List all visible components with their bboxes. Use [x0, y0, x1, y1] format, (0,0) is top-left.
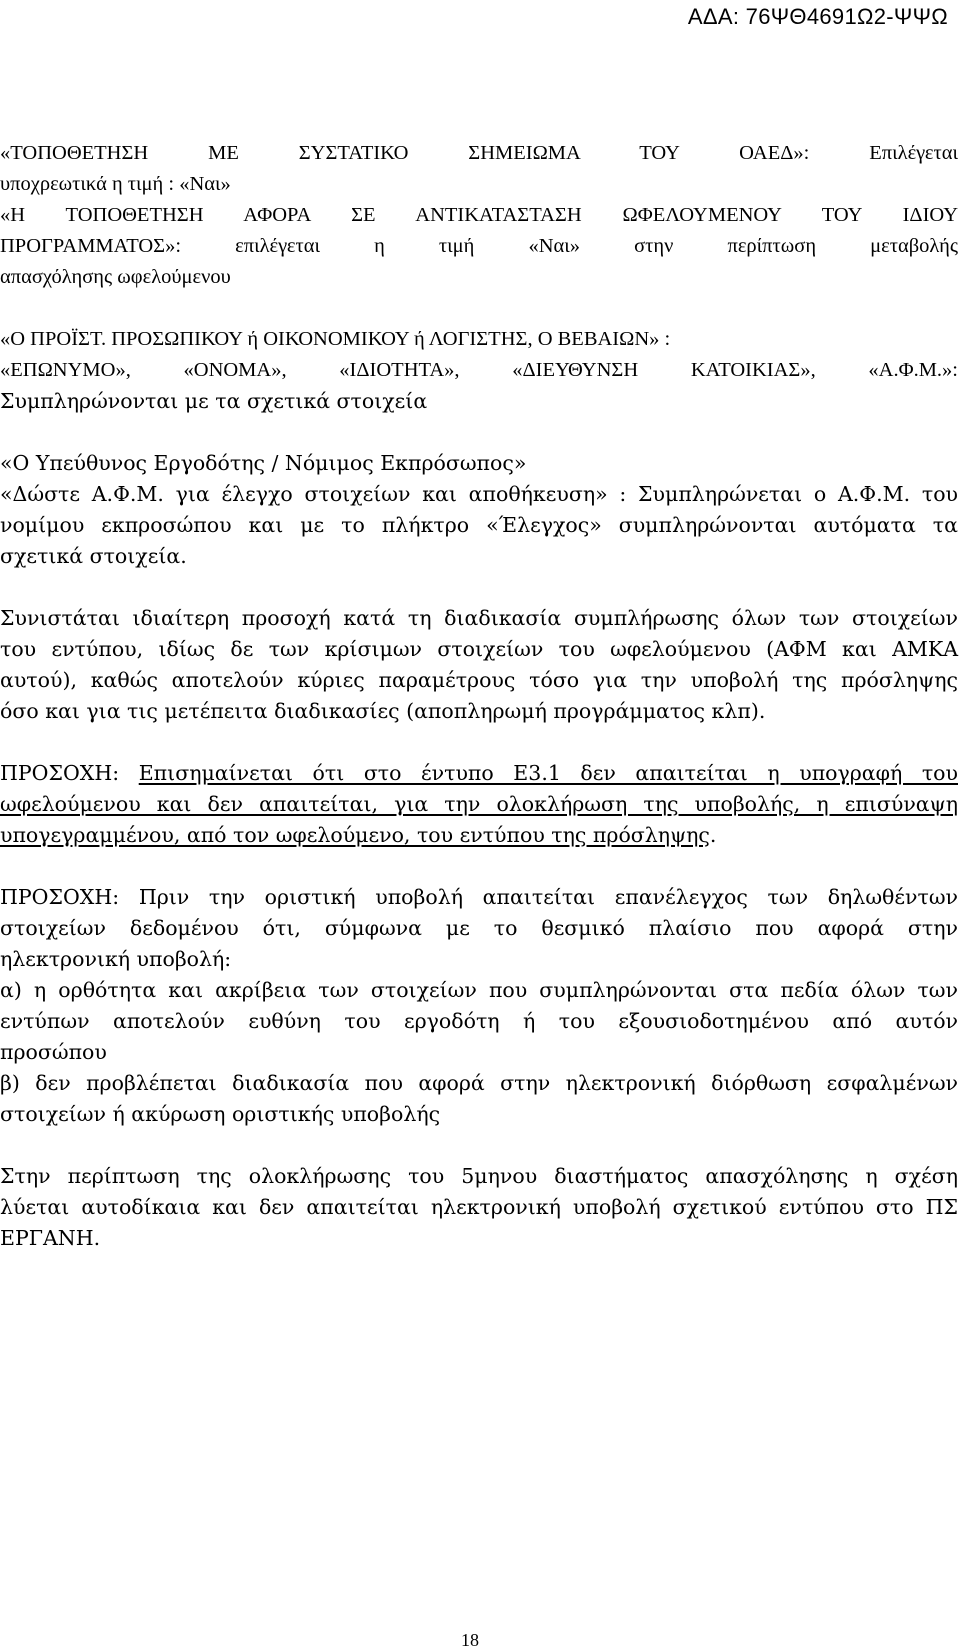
underlined-text: υπογεγραμμένου, από τον ωφελούμενο, του εντύπου της πρόσληψης [0, 823, 710, 847]
text-line: «Ο ΠΡΟΪΣΤ. ΠΡΟΣΩΠΙΚΟΥ ή ΟΙΚΟΝΟΜΙΚΟΥ ή ΛΟΓΙΣΤΗΣ, Ο ΒΕΒΑΙΩΝ» : [0, 328, 671, 350]
text-line: Συμπληρώνονται με τα σχετικά στοιχεία [0, 389, 428, 413]
ada-code: ΑΔΑ: 76ΨΘ4691Ω2-ΨΨΩ [687, 4, 948, 29]
page-number: 18 [461, 1630, 479, 1650]
text-line: στοιχείων δεδομένου ότι, σύμφωνα με το θεσμικό πλαίσιο που αφορά στην [0, 916, 958, 940]
text-line: λύεται αυτοδίκαια και δεν απαιτείται ηλεκτρονική υποβολή σχετικού εντύπου στο ΠΣ [0, 1195, 958, 1219]
text-line: «ΤΟΠΟΘΕΤΗΣΗ ΜΕ ΣΥΣΤΑΤΙΚΟ ΣΗΜΕΙΩΜΑ ΤΟΥ ΟΑΕΔ»: Επιλέγεται [0, 142, 958, 164]
text-line: εντύπων αποτελούν ευθύνη του εργοδότη ή του εξουσιοδοτημένου από αυτόν [0, 1009, 958, 1033]
text-line: ΕΡΓΑΝΗ. [0, 1226, 101, 1250]
text-line: όσο και για τις μετέπειτα διαδικασίες (αποπληρωμή προγράμματος κλπ). [0, 699, 766, 723]
underlined-text: ωφελούμενου και δεν απαιτείται, για την ολοκλήρωση της υποβολής, η επισύναψη [0, 792, 958, 816]
text-line: υποχρεωτικά η τιμή : «Ναι» [0, 173, 231, 195]
paragraph-attention-data [0, 603, 958, 727]
text-line: του εντύπου, ιδίως δε των κρίσιμων στοιχείων του ωφελούμενου (ΑΦΜ και ΑΜΚΑ [0, 637, 958, 661]
text-line: Συνιστάται ιδιαίτερη προσοχή κατά τη διαδικασία συμπλήρωσης όλων των στοιχείων [0, 606, 958, 630]
paragraph-employer-representative [0, 448, 958, 572]
text-line [0, 758, 958, 789]
text-line: απασχόλησης ωφελούμενου [0, 266, 231, 288]
sentence-end: . [709, 823, 717, 847]
text-line: στοιχείων ή ακύρωση οριστικής υποβολής [0, 1102, 441, 1126]
paragraph-five-month-period [0, 1161, 958, 1254]
notice-label: ΠΡΟΣΟΧΗ: [0, 761, 139, 785]
underlined-text: Επισημαίνεται ότι στο έντυπο Ε3.1 δεν απαιτείται η υπογραφή του [138, 761, 958, 785]
text-line: «ΕΠΩΝΥΜΟ», «ΟΝΟΜΑ», «ΙΔΙΟΤΗΤΑ», «ΔΙΕΥΘΥΝΣΗ ΚΑΤΟΙΚΙΑΣ», «Α.Φ.Μ.»: [0, 359, 958, 381]
text-line [0, 820, 958, 851]
paragraph-supervisor-fields [0, 324, 958, 417]
text-line: νομίμου εκπροσώπου και με το πλήκτρο «Έλεγχος» συμπληρώνονται αυτόματα τα [0, 513, 958, 537]
text-line: «Δώστε Α.Φ.Μ. για έλεγχο στοιχείων και αποθήκευση» : Συμπληρώνεται ο Α.Φ.Μ. του [0, 482, 958, 506]
paragraph-notice-signature [0, 758, 958, 851]
text-line: «Η ΤΟΠΟΘΕΤΗΣΗ ΑΦΟΡΑ ΣΕ ΑΝΤΙΚΑΤΑΣΤΑΣΗ ΩΦΕΛΟΥΜΕΝΟΥ ΤΟΥ ΙΔΙΟΥ [0, 204, 958, 226]
text-line: «Ο Υπεύθυνος Εργοδότης / Νόμιμος Εκπρόσωπος» [0, 451, 527, 475]
text-line: σχετικά στοιχεία. [0, 544, 187, 568]
text-line: ΠΡΟΣΟΧΗ: Πριν την οριστική υποβολή απαιτείται επανέλεγχος των δηλωθέντων [0, 885, 958, 909]
text-line: ΠΡΟΓΡΑΜΜΑΤΟΣ»: επιλέγεται η τιμή «Ναι» στην περίπτωση μεταβολής [0, 235, 958, 257]
text-line: Στην περίπτωση της ολοκλήρωσης του 5μηνου διαστήματος απασχόλησης η σχέση [0, 1164, 958, 1188]
text-line: αυτού), καθώς αποτελούν κύριες παραμέτρους τόσο για την υποβολή της πρόσληψης [0, 668, 958, 692]
document-body [0, 138, 958, 1254]
text-line: β) δεν προβλέπεται διαδικασία που αφορά στην ηλεκτρονική διόρθωση εσφαλμένων [0, 1071, 958, 1095]
paragraph-notice-final-submission [0, 882, 958, 1130]
text-line: ηλεκτρονική υποβολή: [0, 947, 232, 971]
text-line: προσώπου [0, 1040, 107, 1064]
paragraph-placement-oaed [0, 138, 958, 293]
text-line: α) η ορθότητα και ακρίβεια των στοιχείων που συμπληρώνονται στα πεδία όλων των [0, 978, 958, 1002]
